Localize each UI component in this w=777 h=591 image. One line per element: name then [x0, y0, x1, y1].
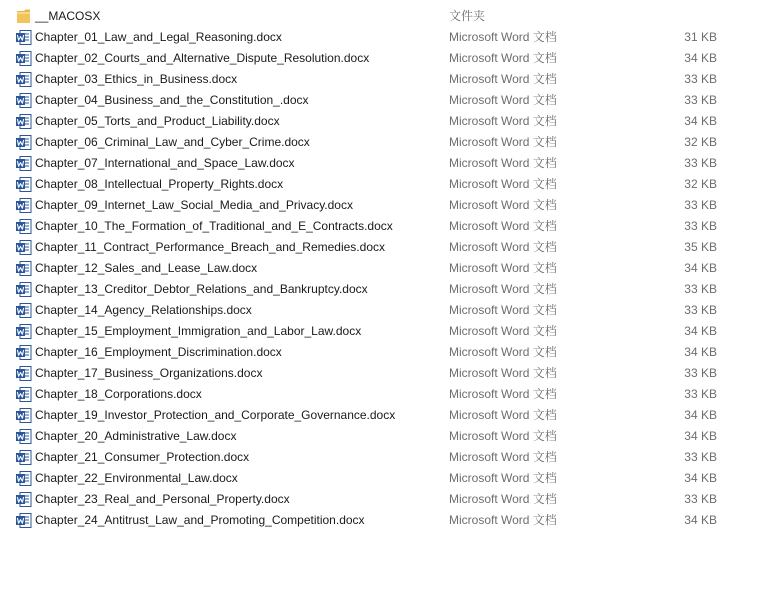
file-row[interactable] — [0, 468, 777, 489]
file-name: __MACOSX — [35, 9, 101, 23]
file-type: Microsoft Word 文档 — [449, 450, 557, 464]
file-type: Microsoft Word 文档 — [449, 366, 557, 380]
word-document-icon — [15, 134, 32, 151]
file-row[interactable] — [0, 300, 777, 321]
file-row[interactable] — [0, 153, 777, 174]
file-row[interactable] — [0, 384, 777, 405]
file-row[interactable] — [0, 27, 777, 48]
file-size: 33 KB — [684, 198, 717, 212]
file-row[interactable] — [0, 6, 777, 27]
file-name: Chapter_10_The_Formation_of_Traditional_and_E_Contracts.docx — [35, 219, 393, 233]
file-row[interactable] — [0, 510, 777, 531]
file-name: Chapter_02_Courts_and_Alternative_Dispute_Resolution.docx — [35, 51, 370, 65]
file-row[interactable] — [0, 132, 777, 153]
file-type: Microsoft Word 文档 — [449, 114, 557, 128]
file-row[interactable] — [0, 279, 777, 300]
file-type: Microsoft Word 文档 — [449, 345, 557, 359]
word-document-icon — [15, 302, 32, 319]
file-type: Microsoft Word 文档 — [449, 513, 557, 527]
file-size: 33 KB — [684, 282, 717, 296]
file-row[interactable] — [0, 405, 777, 426]
file-name: Chapter_11_Contract_Performance_Breach_and_Remedies.docx — [35, 240, 385, 254]
word-document-icon — [15, 197, 32, 214]
file-size: 33 KB — [684, 156, 717, 170]
file-row[interactable] — [0, 489, 777, 510]
word-document-icon — [15, 449, 32, 466]
file-type: Microsoft Word 文档 — [449, 156, 557, 170]
file-row[interactable] — [0, 363, 777, 384]
word-document-icon — [15, 470, 32, 487]
file-type: Microsoft Word 文档 — [449, 135, 557, 149]
file-size: 34 KB — [684, 51, 717, 65]
word-document-icon — [15, 365, 32, 382]
file-name: Chapter_14_Agency_Relationships.docx — [35, 303, 252, 317]
file-type: Microsoft Word 文档 — [449, 219, 557, 233]
file-type: Microsoft Word 文档 — [449, 51, 557, 65]
word-document-icon — [15, 512, 32, 529]
file-type: Microsoft Word 文档 — [449, 177, 557, 191]
file-type: 文件夹 — [449, 9, 486, 23]
word-document-icon — [15, 281, 32, 298]
file-size: 33 KB — [684, 387, 717, 401]
file-name: Chapter_09_Internet_Law_Social_Media_and_Privacy.docx — [35, 198, 353, 212]
file-name: Chapter_06_Criminal_Law_and_Cyber_Crime.docx — [35, 135, 310, 149]
file-size: 33 KB — [684, 93, 717, 107]
file-row[interactable] — [0, 342, 777, 363]
file-size: 33 KB — [684, 303, 717, 317]
file-type: Microsoft Word 文档 — [449, 93, 557, 107]
file-type: Microsoft Word 文档 — [449, 240, 557, 254]
file-row[interactable] — [0, 426, 777, 447]
word-document-icon — [15, 176, 32, 193]
file-name: Chapter_17_Business_Organizations.docx — [35, 366, 263, 380]
file-name: Chapter_08_Intellectual_Property_Rights.docx — [35, 177, 284, 191]
file-name: Chapter_13_Creditor_Debtor_Relations_and_Bankruptcy.docx — [35, 282, 368, 296]
word-document-icon — [15, 428, 32, 445]
file-size: 31 KB — [684, 30, 717, 44]
file-row[interactable] — [0, 447, 777, 468]
file-name: Chapter_21_Consumer_Protection.docx — [35, 450, 250, 464]
word-document-icon — [15, 344, 32, 361]
file-name: Chapter_15_Employment_Immigration_and_Labor_Law.docx — [35, 324, 362, 338]
file-size: 35 KB — [684, 240, 717, 254]
word-document-icon — [15, 71, 32, 88]
file-name: Chapter_20_Administrative_Law.docx — [35, 429, 237, 443]
file-type: Microsoft Word 文档 — [449, 408, 557, 422]
file-type: Microsoft Word 文档 — [449, 72, 557, 86]
file-row[interactable] — [0, 216, 777, 237]
file-type: Microsoft Word 文档 — [449, 261, 557, 275]
file-row[interactable] — [0, 90, 777, 111]
file-row[interactable] — [0, 69, 777, 90]
file-type: Microsoft Word 文档 — [449, 471, 557, 485]
file-type: Microsoft Word 文档 — [449, 282, 557, 296]
file-row[interactable] — [0, 174, 777, 195]
file-row[interactable] — [0, 321, 777, 342]
word-document-icon — [15, 407, 32, 424]
file-size: 34 KB — [684, 324, 717, 338]
file-list — [0, 6, 777, 531]
file-name: Chapter_03_Ethics_in_Business.docx — [35, 72, 238, 86]
folder-icon — [15, 8, 32, 25]
word-document-icon — [15, 155, 32, 172]
file-size: 33 KB — [684, 366, 717, 380]
file-row[interactable] — [0, 111, 777, 132]
file-size: 34 KB — [684, 345, 717, 359]
word-document-icon — [15, 386, 32, 403]
file-size: 34 KB — [684, 261, 717, 275]
file-type: Microsoft Word 文档 — [449, 303, 557, 317]
file-name: Chapter_18_Corporations.docx — [35, 387, 202, 401]
file-type: Microsoft Word 文档 — [449, 387, 557, 401]
file-size: 33 KB — [684, 492, 717, 506]
file-size: 34 KB — [684, 408, 717, 422]
file-name: Chapter_01_Law_and_Legal_Reasoning.docx — [35, 30, 282, 44]
file-type: Microsoft Word 文档 — [449, 429, 557, 443]
word-document-icon — [15, 29, 32, 46]
file-name: Chapter_22_Environmental_Law.docx — [35, 471, 238, 485]
file-type: Microsoft Word 文档 — [449, 492, 557, 506]
file-name: Chapter_16_Employment_Discrimination.docx — [35, 345, 282, 359]
word-document-icon — [15, 239, 32, 256]
word-document-icon — [15, 218, 32, 235]
file-name: Chapter_24_Antitrust_Law_and_Promoting_Competition.docx — [35, 513, 365, 527]
word-document-icon — [15, 92, 32, 109]
word-document-icon — [15, 323, 32, 340]
file-row[interactable] — [0, 195, 777, 216]
file-name: Chapter_04_Business_and_the_Constitution_.docx — [35, 93, 309, 107]
file-size: 33 KB — [684, 72, 717, 86]
word-document-icon — [15, 50, 32, 67]
word-document-icon — [15, 260, 32, 277]
file-size: 32 KB — [684, 135, 717, 149]
word-document-icon — [15, 491, 32, 508]
file-name: Chapter_19_Investor_Protection_and_Corporate_Governance.docx — [35, 408, 396, 422]
file-type: Microsoft Word 文档 — [449, 30, 557, 44]
file-type: Microsoft Word 文档 — [449, 198, 557, 212]
file-row[interactable] — [0, 237, 777, 258]
file-row[interactable] — [0, 258, 777, 279]
file-size: 33 KB — [684, 219, 717, 233]
file-name: Chapter_23_Real_and_Personal_Property.docx — [35, 492, 290, 506]
word-document-icon — [15, 113, 32, 130]
file-name: Chapter_12_Sales_and_Lease_Law.docx — [35, 261, 258, 275]
file-type: Microsoft Word 文档 — [449, 324, 557, 338]
file-size: 32 KB — [684, 177, 717, 191]
file-size: 34 KB — [684, 471, 717, 485]
file-name: Chapter_07_International_and_Space_Law.docx — [35, 156, 295, 170]
file-size: 33 KB — [684, 450, 717, 464]
file-size: 34 KB — [684, 114, 717, 128]
file-row[interactable] — [0, 48, 777, 69]
file-size: 34 KB — [684, 429, 717, 443]
file-size: 34 KB — [684, 513, 717, 527]
file-name: Chapter_05_Torts_and_Product_Liability.docx — [35, 114, 280, 128]
